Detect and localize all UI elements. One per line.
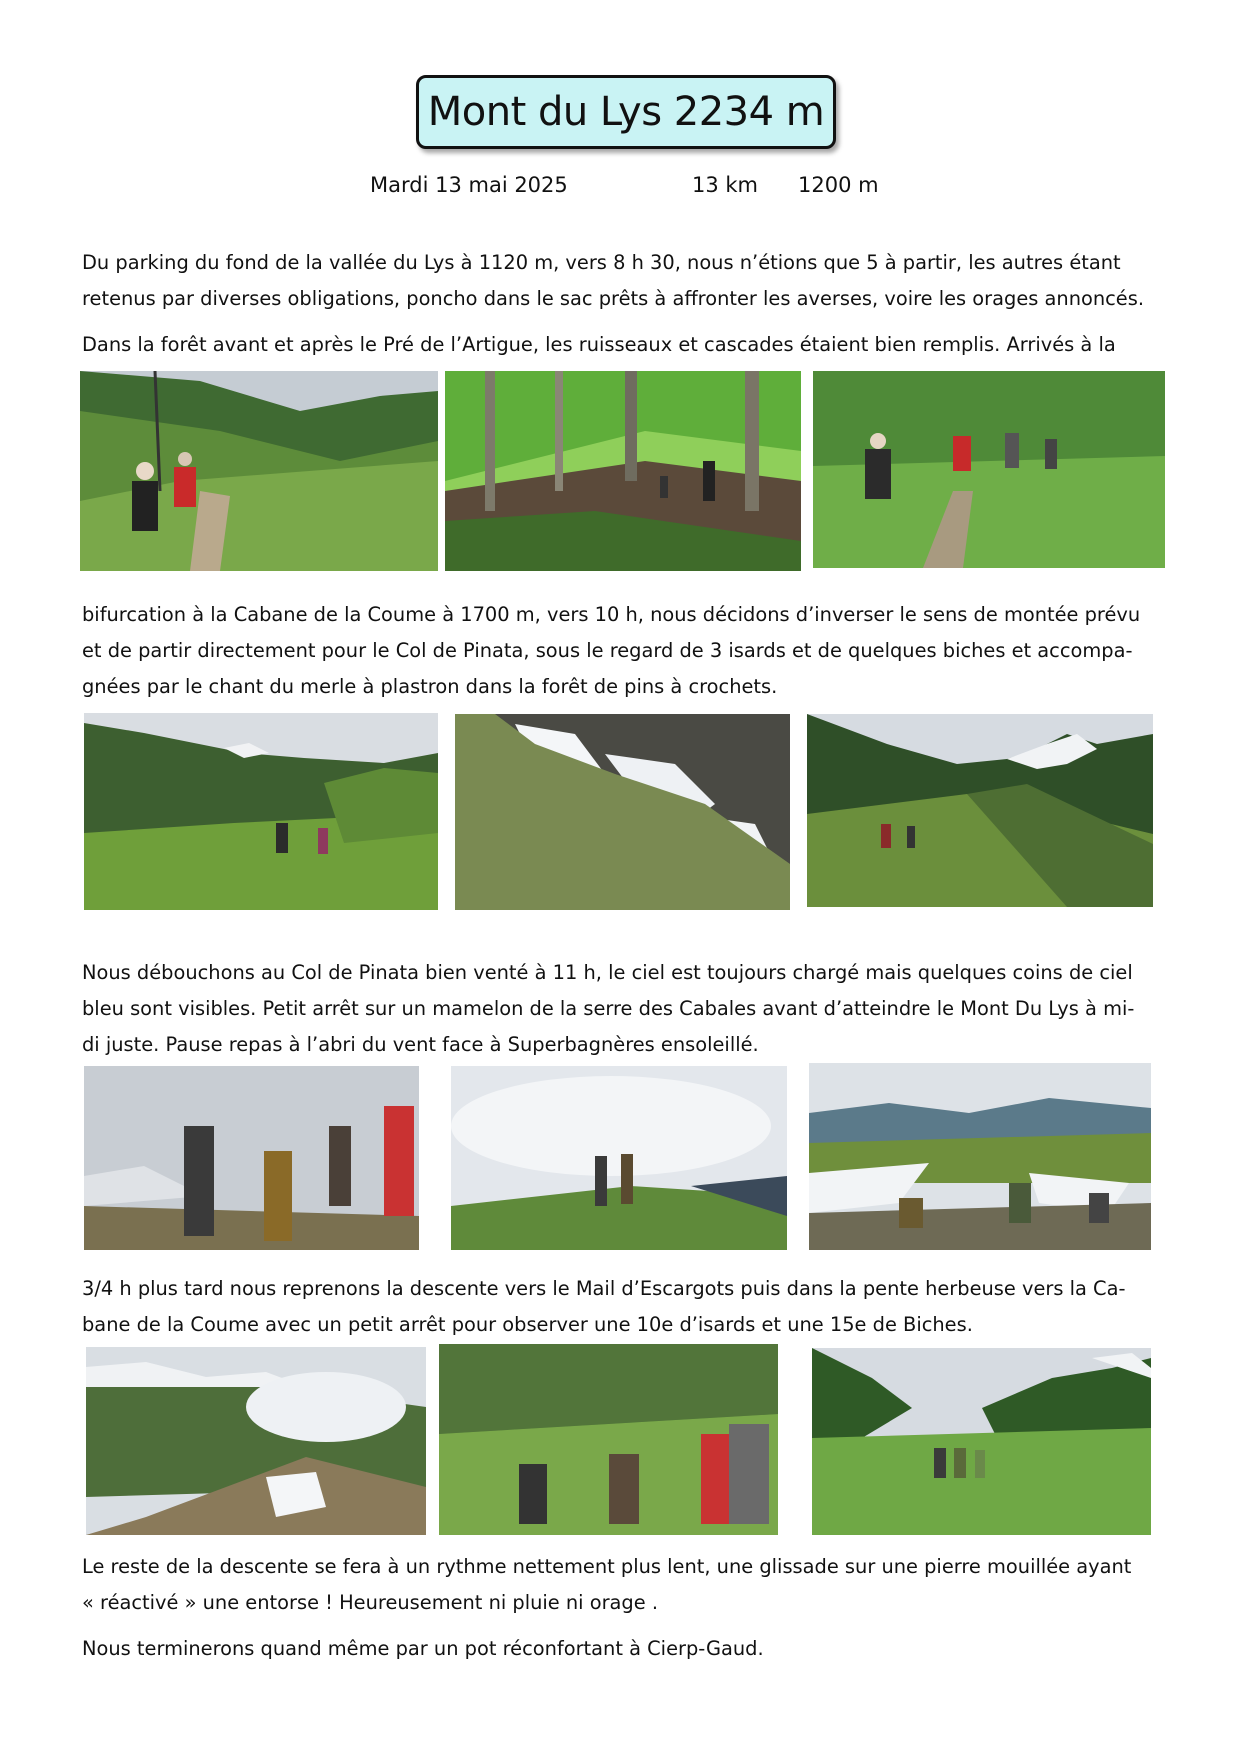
hike-elevation: 1200 m: [798, 173, 879, 197]
hike-distance: 13 km: [692, 173, 759, 197]
text-line: Nous terminerons quand même par un pot réconfortant à Cierp-Gaud.: [82, 1637, 764, 1660]
text-line: bane de la Coume avec un petit arrêt pour observer une 10e d’isards et une 15e de Biches.: [82, 1313, 973, 1336]
text-line: Dans la forêt avant et après le Pré de l’Artigue, les ruisseaux et cascades étaient bien remplis. Arrivés à la: [82, 333, 1116, 356]
photo-valley-hikers: [80, 371, 438, 571]
text-line: 3/4 h plus tard nous reprenons la descente vers le Mail d’Escargots puis dans la pente herbeuse vers la Ca-: [82, 1277, 1126, 1300]
text-line: Nous débouchons au Col de Pinata bien venté à 11 h, le ciel est toujours chargé mais quelques coins de ciel: [82, 961, 1133, 984]
text-line: bifurcation à la Cabane de la Coume à 1700 m, vers 10 h, nous décidons d’inverser le sens de montée prévu: [82, 603, 1141, 626]
photo-cloudy-ridge: [451, 1066, 787, 1250]
text-line: bleu sont visibles. Petit arrêt sur un mamelon de la serre des Cabales avant d’atteindre le Mont Du Lys à mi-: [82, 997, 1135, 1020]
text-line: gnées par le chant du merle à plastron dans la forêt de pins à crochets.: [82, 675, 778, 698]
text-line: Du parking du fond de la vallée du Lys à 1120 m, vers 8 h 30, nous n’étions que 5 à partir, les autres étant: [82, 251, 1121, 274]
paragraph-5: [82, 1271, 1172, 1343]
photo-valley-snow-peak: [807, 714, 1153, 907]
photo-lunch-break: [809, 1063, 1151, 1250]
paragraph-1: [82, 245, 1172, 317]
photo-summit-group: [84, 1066, 419, 1250]
paragraph-6: [82, 1549, 1172, 1621]
paragraph-3: [82, 597, 1172, 705]
text-line: di juste. Pause repas à l’abri du vent face à Superbagnères ensoleillé.: [82, 1033, 759, 1056]
page-title: Mont du Lys 2234 m: [427, 89, 825, 135]
hike-date: Mardi 13 mai 2025: [370, 173, 568, 197]
paragraph-4: [82, 955, 1172, 1063]
text-line: « réactivé » une entorse ! Heureusement ni pluie ni orage .: [82, 1591, 658, 1614]
photo-descent-group: [439, 1344, 778, 1535]
title-box: [416, 75, 836, 149]
text-line: retenus par diverses obligations, poncho dans le sac prêts à affronter les averses, voire les orages annoncés.: [82, 287, 1144, 310]
photo-meadow-group: [813, 371, 1165, 568]
photo-snow-slope: [455, 714, 790, 910]
photo-descent-ridge: [86, 1347, 426, 1535]
paragraph-7: [82, 1631, 1172, 1667]
text-line: Le reste de la descente se fera à un rythme nettement plus lent, une glissade sur une pierre mouillée ayant: [82, 1555, 1132, 1578]
photo-forest-path: [445, 371, 801, 571]
text-line: et de partir directement pour le Col de Pinata, sous le regard de 3 isards et de quelques biches et accompa-: [82, 639, 1133, 662]
photo-mountain-climb: [84, 713, 438, 910]
paragraph-2: [82, 327, 1172, 363]
photo-return-valley: [812, 1348, 1151, 1535]
